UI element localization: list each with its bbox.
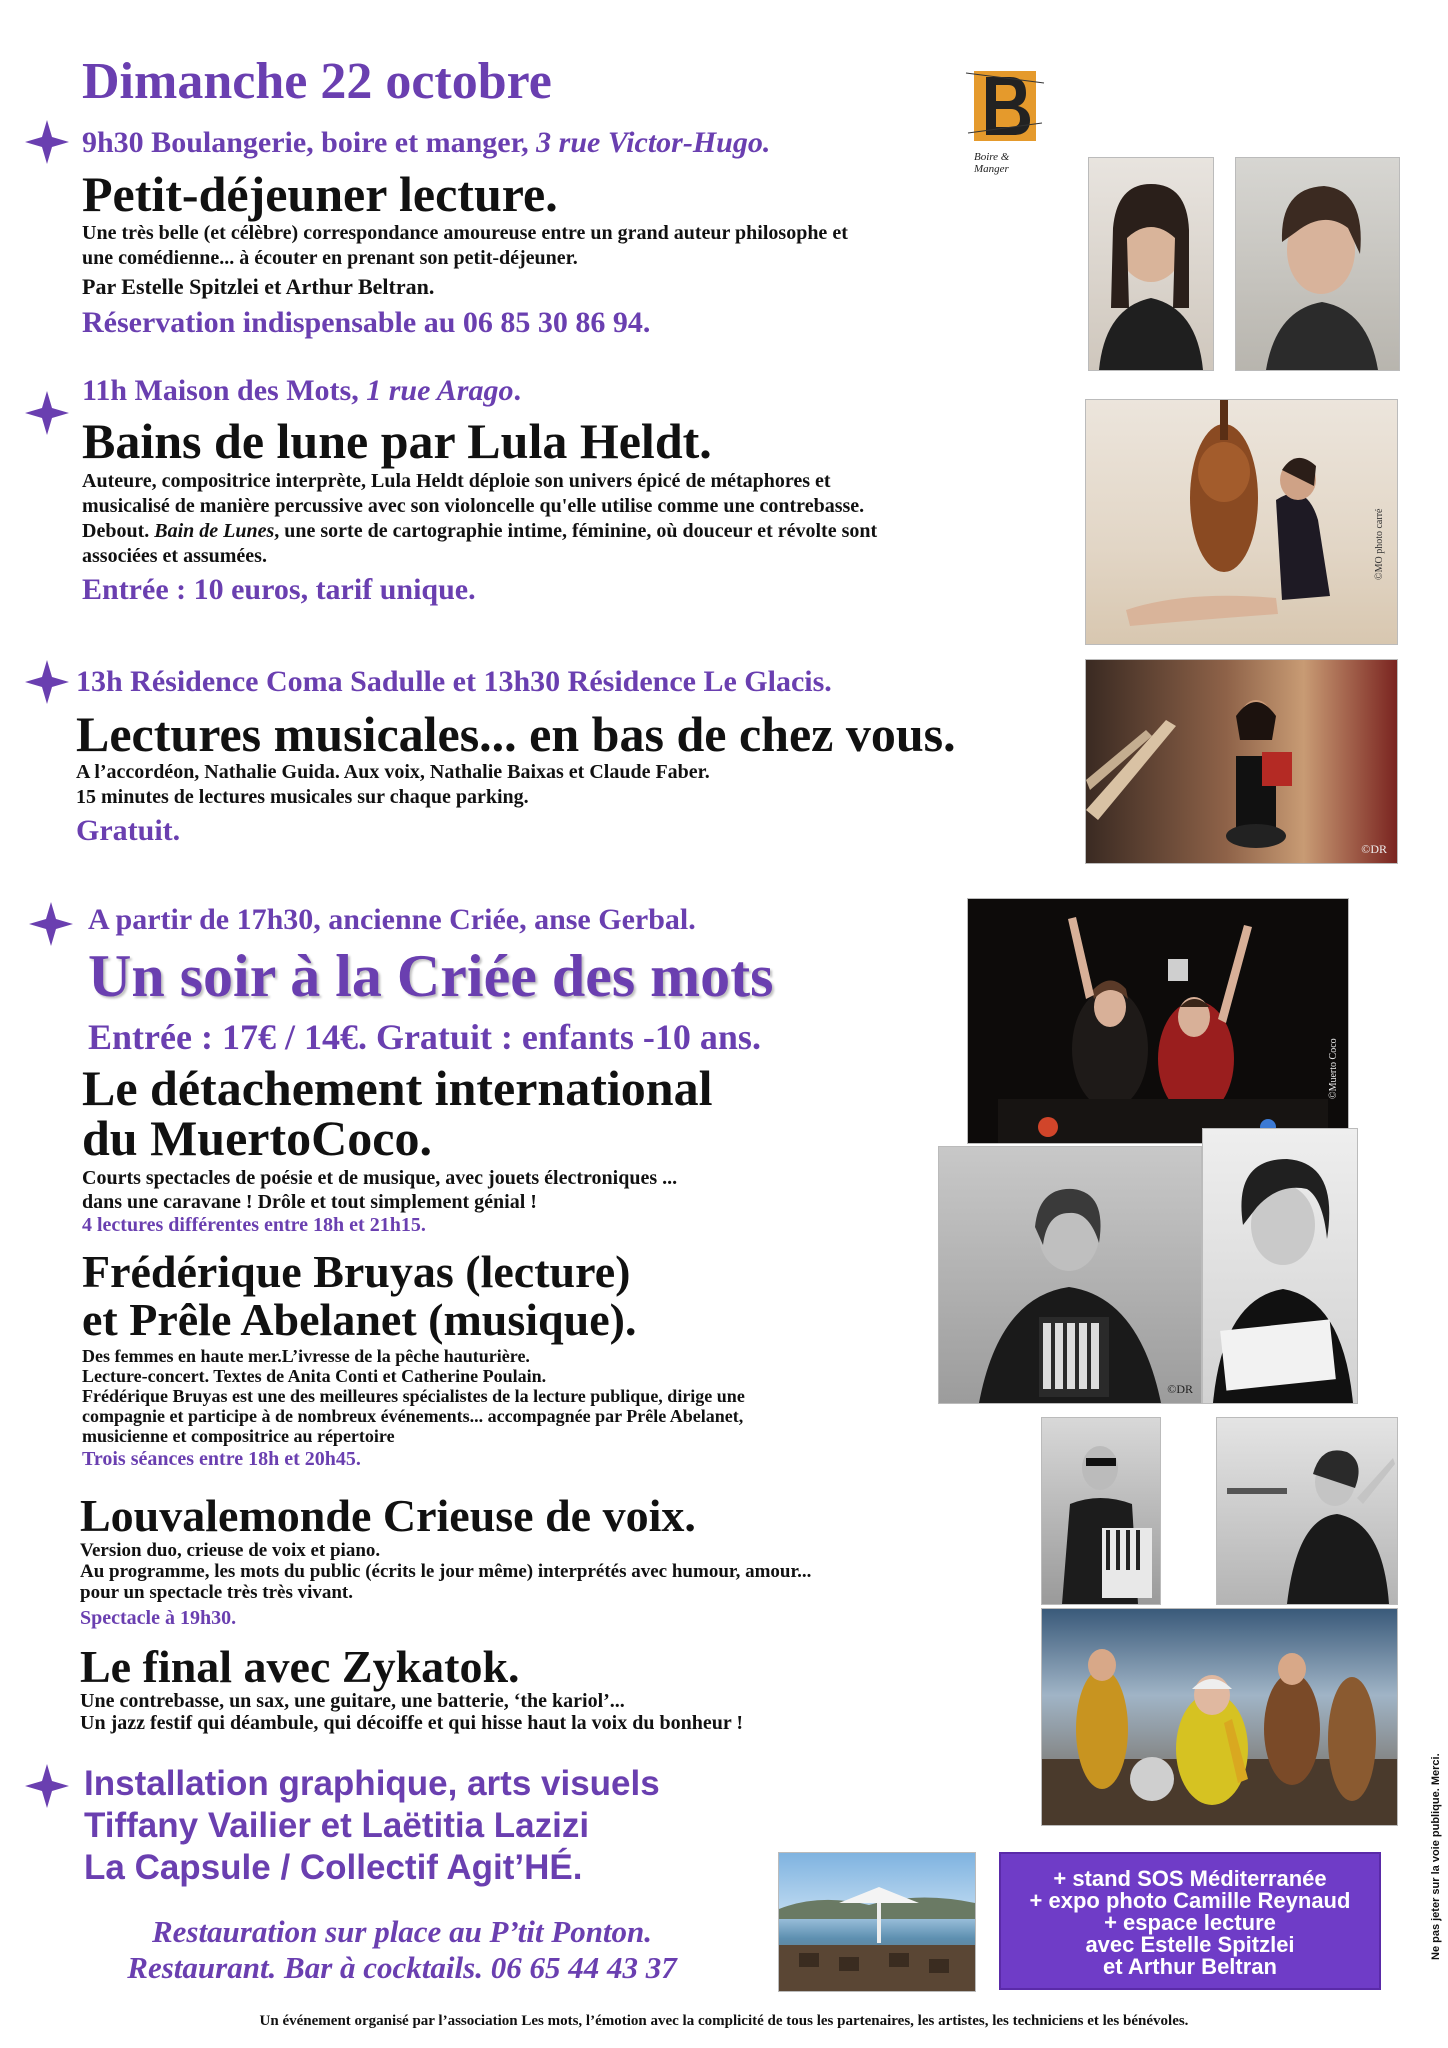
photo-ptit-ponton	[778, 1852, 976, 1992]
event1-title: Petit-déjeuner lecture.	[82, 166, 558, 222]
footer: Un événement organisé par l’association Les mots, l’émotion avec la complicité de tous les partenaires, les artistes, les techniciens et les bénévoles.	[259, 2013, 1189, 2029]
star-icon	[28, 901, 74, 947]
photo-lectures-musicales: ©DR	[1085, 659, 1398, 864]
photo-muertococo: ©Muerto Coco	[967, 898, 1349, 1144]
photo-estelle	[1088, 157, 1214, 371]
act4-title: Le final avec Zykatok.	[80, 1641, 520, 1692]
photo-louvalemonde-voice	[1216, 1417, 1398, 1605]
event4-price: Entrée : 17€ / 14€. Gratuit : enfants -10 ans.	[88, 1017, 761, 1057]
event3-price: Gratuit.	[76, 814, 181, 847]
act2-note: Trois séances entre 18h et 20h45.	[82, 1448, 361, 1470]
event2-desc: Auteure, compositrice interprète, Lula Heldt déploie son univers épicé de métaphores et musicalisé de manière percussive avec son violoncelle qu'elle utilise comme une contrebasse. Debout. Bain de Lunes, une sorte de cartographie intime, féminine, où douceur et révolte sont associées et assumées.	[82, 470, 878, 567]
act3-note: Spectacle à 19h30.	[80, 1607, 237, 1629]
star-icon	[24, 659, 70, 705]
photo-lula-heldt: ©MO photo carré	[1085, 399, 1398, 645]
act3-desc: Version duo, crieuse de voix et piano. Au programme, les mots du public (écrits le jour même) interprétés avec humour, amour... pour un spectacle très très vivant.	[80, 1540, 812, 1603]
event4-title: Un soir à la Criée des mots	[88, 943, 774, 1009]
star-icon	[24, 390, 70, 436]
page-title: Dimanche 22 octobre	[82, 53, 552, 110]
event3-desc: A l’accordéon, Nathalie Guida. Aux voix, Nathalie Baixas et Claude Faber. 15 minutes de lectures musicales sur chaque parking.	[76, 761, 710, 808]
act2-desc: Des femmes en haute mer.L’ivresse de la pêche hauturière. Lecture-concert. Textes de Anita Conti et Catherine Poulain. Frédérique Bruyas est une des meilleures spécialistes de la lecture publique, dirige une compagnie et participe à de nombreux événements... accompagnée par Prêle Abelanet, musicienne et compositrice au répertoire	[82, 1346, 745, 1446]
event2-price: Entrée : 10 euros, tarif unique.	[82, 573, 476, 606]
event1-by: Par Estelle Spitzlei et Arthur Beltran.	[82, 274, 435, 299]
photo-frederique-bruyas	[1202, 1128, 1358, 1404]
event1-desc: Une très belle (et célèbre) correspondance amoureuse entre un grand auteur philosophe et une comédienne... à écouter en prenant son petit-déjeuner.	[82, 222, 848, 269]
act1-note: 4 lectures différentes entre 18h et 21h15.	[82, 1214, 426, 1236]
event4-time: A partir de 17h30, ancienne Criée, anse Gerbal.	[88, 903, 696, 936]
act1-title: Le détachement international du MuertoCoco.	[82, 1060, 713, 1166]
photo-arthur	[1235, 157, 1400, 371]
installation-block: Installation graphique, arts visuels Tiffany Vailier et Laëtitia Lazizi La Capsule / Collectif Agit’HÉ.	[84, 1764, 660, 1887]
boulangerie-logo: Boire & Manger	[956, 63, 1052, 183]
event3-title: Lectures musicales... en bas de chez vous.	[76, 706, 956, 762]
photo-zykatok	[1041, 1608, 1398, 1826]
event2-time: 11h Maison des Mots, 1 rue Arago.	[82, 374, 521, 407]
photo-prele-abelanet: ©DR	[938, 1146, 1202, 1404]
act2-title: Frédérique Bruyas (lecture) et Prêle Abelanet (musique).	[82, 1246, 637, 1345]
event1-reservation: Réservation indispensable au 06 85 30 86 94.	[82, 306, 651, 339]
star-icon	[24, 1763, 70, 1809]
event2-title: Bains de lune par Lula Heldt.	[82, 413, 712, 469]
act3-title: Louvalemonde Crieuse de voix.	[80, 1490, 696, 1541]
extras-box: + stand SOS Méditerranée + expo photo Camille Reynaud + espace lecture avec Estelle Spitzlei et Arthur Beltran	[999, 1852, 1381, 1990]
event1-time: 9h30 Boulangerie, boire et manger, 3 rue Victor-Hugo.	[82, 126, 771, 159]
act1-desc: Courts spectacles de poésie et de musique, avec jouets électroniques ... dans une caravane ! Drôle et tout simplement génial !	[82, 1167, 678, 1213]
event3-time: 13h Résidence Coma Sadulle et 13h30 Résidence Le Glacis.	[76, 665, 832, 698]
act4-desc: Une contrebasse, un sax, une guitare, une batterie, ‘the kariol’... Un jazz festif qui déambule, qui décoiffe et qui hisse haut la voix du bonheur !	[80, 1690, 744, 1734]
photo-louvalemonde-piano	[1041, 1417, 1161, 1605]
star-icon	[24, 119, 70, 165]
restauration-block: Restauration sur place au P’tit Ponton. Restaurant. Bar à cocktails. 06 65 44 43 37	[127, 1914, 677, 1985]
side-note: Ne pas jeter sur la voie publique. Merci.	[1430, 1753, 1442, 1960]
